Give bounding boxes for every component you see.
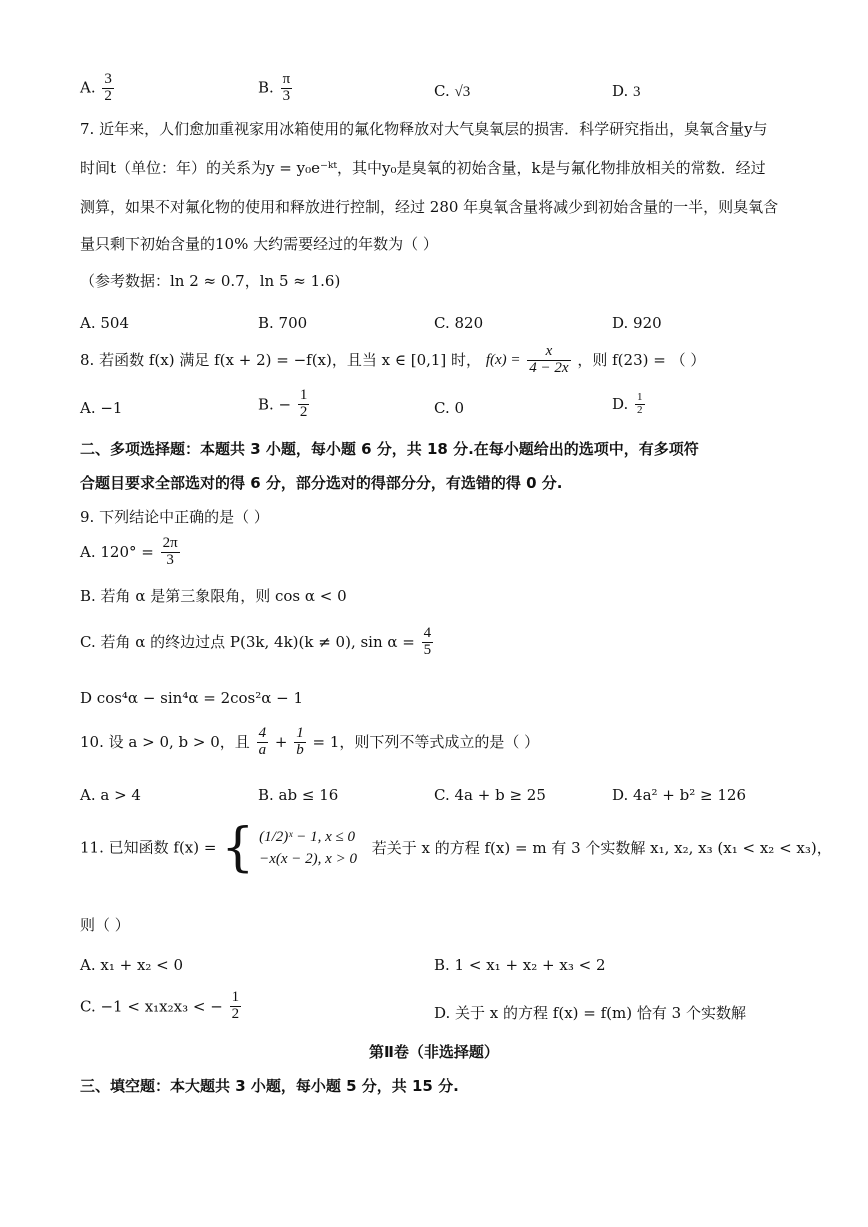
q10-option-d: D. 4a² + b² ≥ 126: [612, 786, 746, 804]
fraction: [257, 726, 269, 759]
option-text: C. 若角 α 的终边过点 P(3k, 4k)(k ≠ 0), sin α =: [80, 632, 415, 651]
q10-stem: [80, 726, 539, 759]
q11-option-a: A. x₁ + x₂ < 0: [80, 956, 184, 974]
fraction: [527, 344, 570, 377]
q6-option-b: [258, 72, 294, 105]
q7-option-d: D. 920: [612, 314, 662, 332]
q7-stem-line4: 量只剩下初始含量的10% 大约需要经过的年数为（ ）: [80, 235, 438, 253]
frac-num: 1: [231, 989, 240, 1005]
option-label: B.: [258, 78, 274, 97]
q8-option-d: [612, 392, 647, 416]
option-label: B. −: [258, 395, 292, 414]
q10-prefix: 10. 设 a > 0, b > 0，且: [80, 732, 250, 751]
q9-option-c: [80, 626, 435, 659]
q7-stem-line1: 7. 近年来，人们愈加重视家用冰箱使用的氟化物释放对大气臭氧层的损害．科学研究指出，臭氧含量y与: [80, 120, 768, 138]
frac-den: 2: [231, 1005, 240, 1022]
fraction: [294, 726, 306, 759]
frac-den: 2: [104, 87, 112, 104]
part-2-title: 第Ⅱ卷（非选择题）: [369, 1043, 499, 1061]
q6-option-d: [612, 82, 641, 101]
q10-option-a: A. a > 4: [80, 786, 141, 804]
frac-den: 3: [166, 551, 174, 568]
q8-option-c: C. 0: [434, 399, 465, 417]
q11-option-b: B. 1 < x₁ + x₂ + x₃ < 2: [434, 956, 606, 974]
fraction: [230, 990, 242, 1023]
q7-stem-line3: 测算，如果不对氟化物的使用和释放进行控制，经过 280 年臭氧含量将减少到初始含量的一半，则臭氧含: [80, 198, 779, 216]
fraction: [422, 626, 434, 659]
q8-prefix: 8. 若函数 f(x) 满足 f(x + 2) = −f(x)，且当 x ∈ [0,1] 时，: [80, 350, 482, 369]
q11-suffix: 若关于 x 的方程 f(x) = m 有 3 个实数解 x₁, x₂, x₃ (x₁ < x₂ < x₃)，: [371, 838, 832, 857]
option-label: A.: [80, 78, 96, 97]
q7-option-b: B. 700: [258, 314, 308, 332]
frac-num: 1: [296, 725, 304, 741]
q10-suffix: = 1，则下列不等式成立的是（ ）: [312, 732, 540, 751]
q9-stem: 9. 下列结论中正确的是（ ）: [80, 508, 269, 526]
q7-option-a: A. 504: [80, 314, 129, 332]
frac-num: π: [282, 71, 291, 87]
q8-suffix: ，则 f(23) = （ ）: [577, 350, 706, 369]
q11-stem: [80, 818, 832, 878]
q11-prefix: 11. 已知函数 f(x) =: [80, 838, 217, 857]
frac-num: 1: [299, 387, 308, 403]
q11-option-d: D. 关于 x 的方程 f(x) = f(m) 恰有 3 个实数解: [434, 1004, 746, 1022]
frac-den: 3: [282, 87, 291, 104]
frac-den: 2: [637, 403, 643, 416]
q7-reference-data: （参考数据：ln 2 ≈ 0.7，ln 5 ≈ 1.6): [80, 272, 341, 290]
frac-num: 3: [104, 71, 112, 87]
q8-option-a: A. −1: [80, 399, 123, 417]
frac-den: b: [296, 741, 304, 758]
q7-stem-line2: 时间t（单位：年）的关系为y = y₀e⁻ᵏᵗ，其中y₀是臭氧的初始含量，k是与氟化物排放相关的常数．经过: [80, 159, 766, 177]
fraction: [102, 72, 114, 105]
frac-den: 2: [299, 403, 308, 420]
frac-num: 4: [423, 625, 432, 641]
fraction: [161, 536, 180, 569]
piecewise-case-2: −x(x − 2), x > 0: [259, 851, 357, 867]
frac-num: 4: [258, 725, 267, 741]
q9-option-d: D cos⁴α − sin⁴α = 2cos²α − 1: [80, 689, 304, 707]
option-text: A. 120° =: [80, 542, 154, 561]
frac-num: 1: [637, 391, 643, 403]
piecewise-cases: [259, 826, 357, 871]
plus-sign: +: [274, 732, 288, 751]
q8-stem: [80, 344, 705, 377]
q11-option-c: [80, 990, 243, 1023]
q6-option-c: [434, 82, 470, 101]
q9-option-a: [80, 536, 182, 569]
piecewise-case-1: (1/2)ˣ − 1, x ≤ 0: [259, 828, 356, 845]
q7-option-c: C. 820: [434, 314, 484, 332]
fraction: [635, 392, 645, 416]
q6-option-a: [80, 72, 116, 105]
left-brace-icon: {: [221, 818, 255, 878]
option-value: √3: [454, 84, 471, 100]
frac-den: 4 − 2x: [529, 359, 569, 376]
frac-num: 2π: [162, 535, 178, 551]
frac-num: x: [527, 344, 570, 361]
q8-fx: f(x) =: [485, 351, 521, 368]
frac-den: 5: [423, 641, 432, 658]
fraction: [281, 72, 293, 105]
section-2-heading-line2: 合题目要求全部选对的得 6 分，部分选对的得部分分，有选错的得 0 分.: [80, 474, 563, 492]
q11-then: 则（ ）: [80, 916, 130, 934]
q9-option-b: B. 若角 α 是第三象限角，则 cos α < 0: [80, 587, 347, 605]
option-label: D.: [612, 82, 629, 100]
q10-option-b: B. ab ≤ 16: [258, 786, 339, 804]
option-value: 3: [633, 84, 641, 100]
fraction: [298, 388, 310, 421]
option-label: D.: [612, 395, 629, 414]
q10-option-c: C. 4a + b ≥ 25: [434, 786, 546, 804]
frac-den: a: [258, 741, 267, 758]
section-3-heading: 三、填空题：本大题共 3 小题，每小题 5 分，共 15 分.: [80, 1077, 459, 1095]
option-text: C. −1 < x₁x₂x₃ < −: [80, 997, 223, 1016]
option-label: C.: [434, 82, 450, 100]
section-2-heading-line1: 二、多项选择题：本题共 3 小题，每小题 6 分，共 18 分.在每小题给出的选项中，有多项符: [80, 440, 699, 458]
q8-option-b: [258, 388, 311, 421]
